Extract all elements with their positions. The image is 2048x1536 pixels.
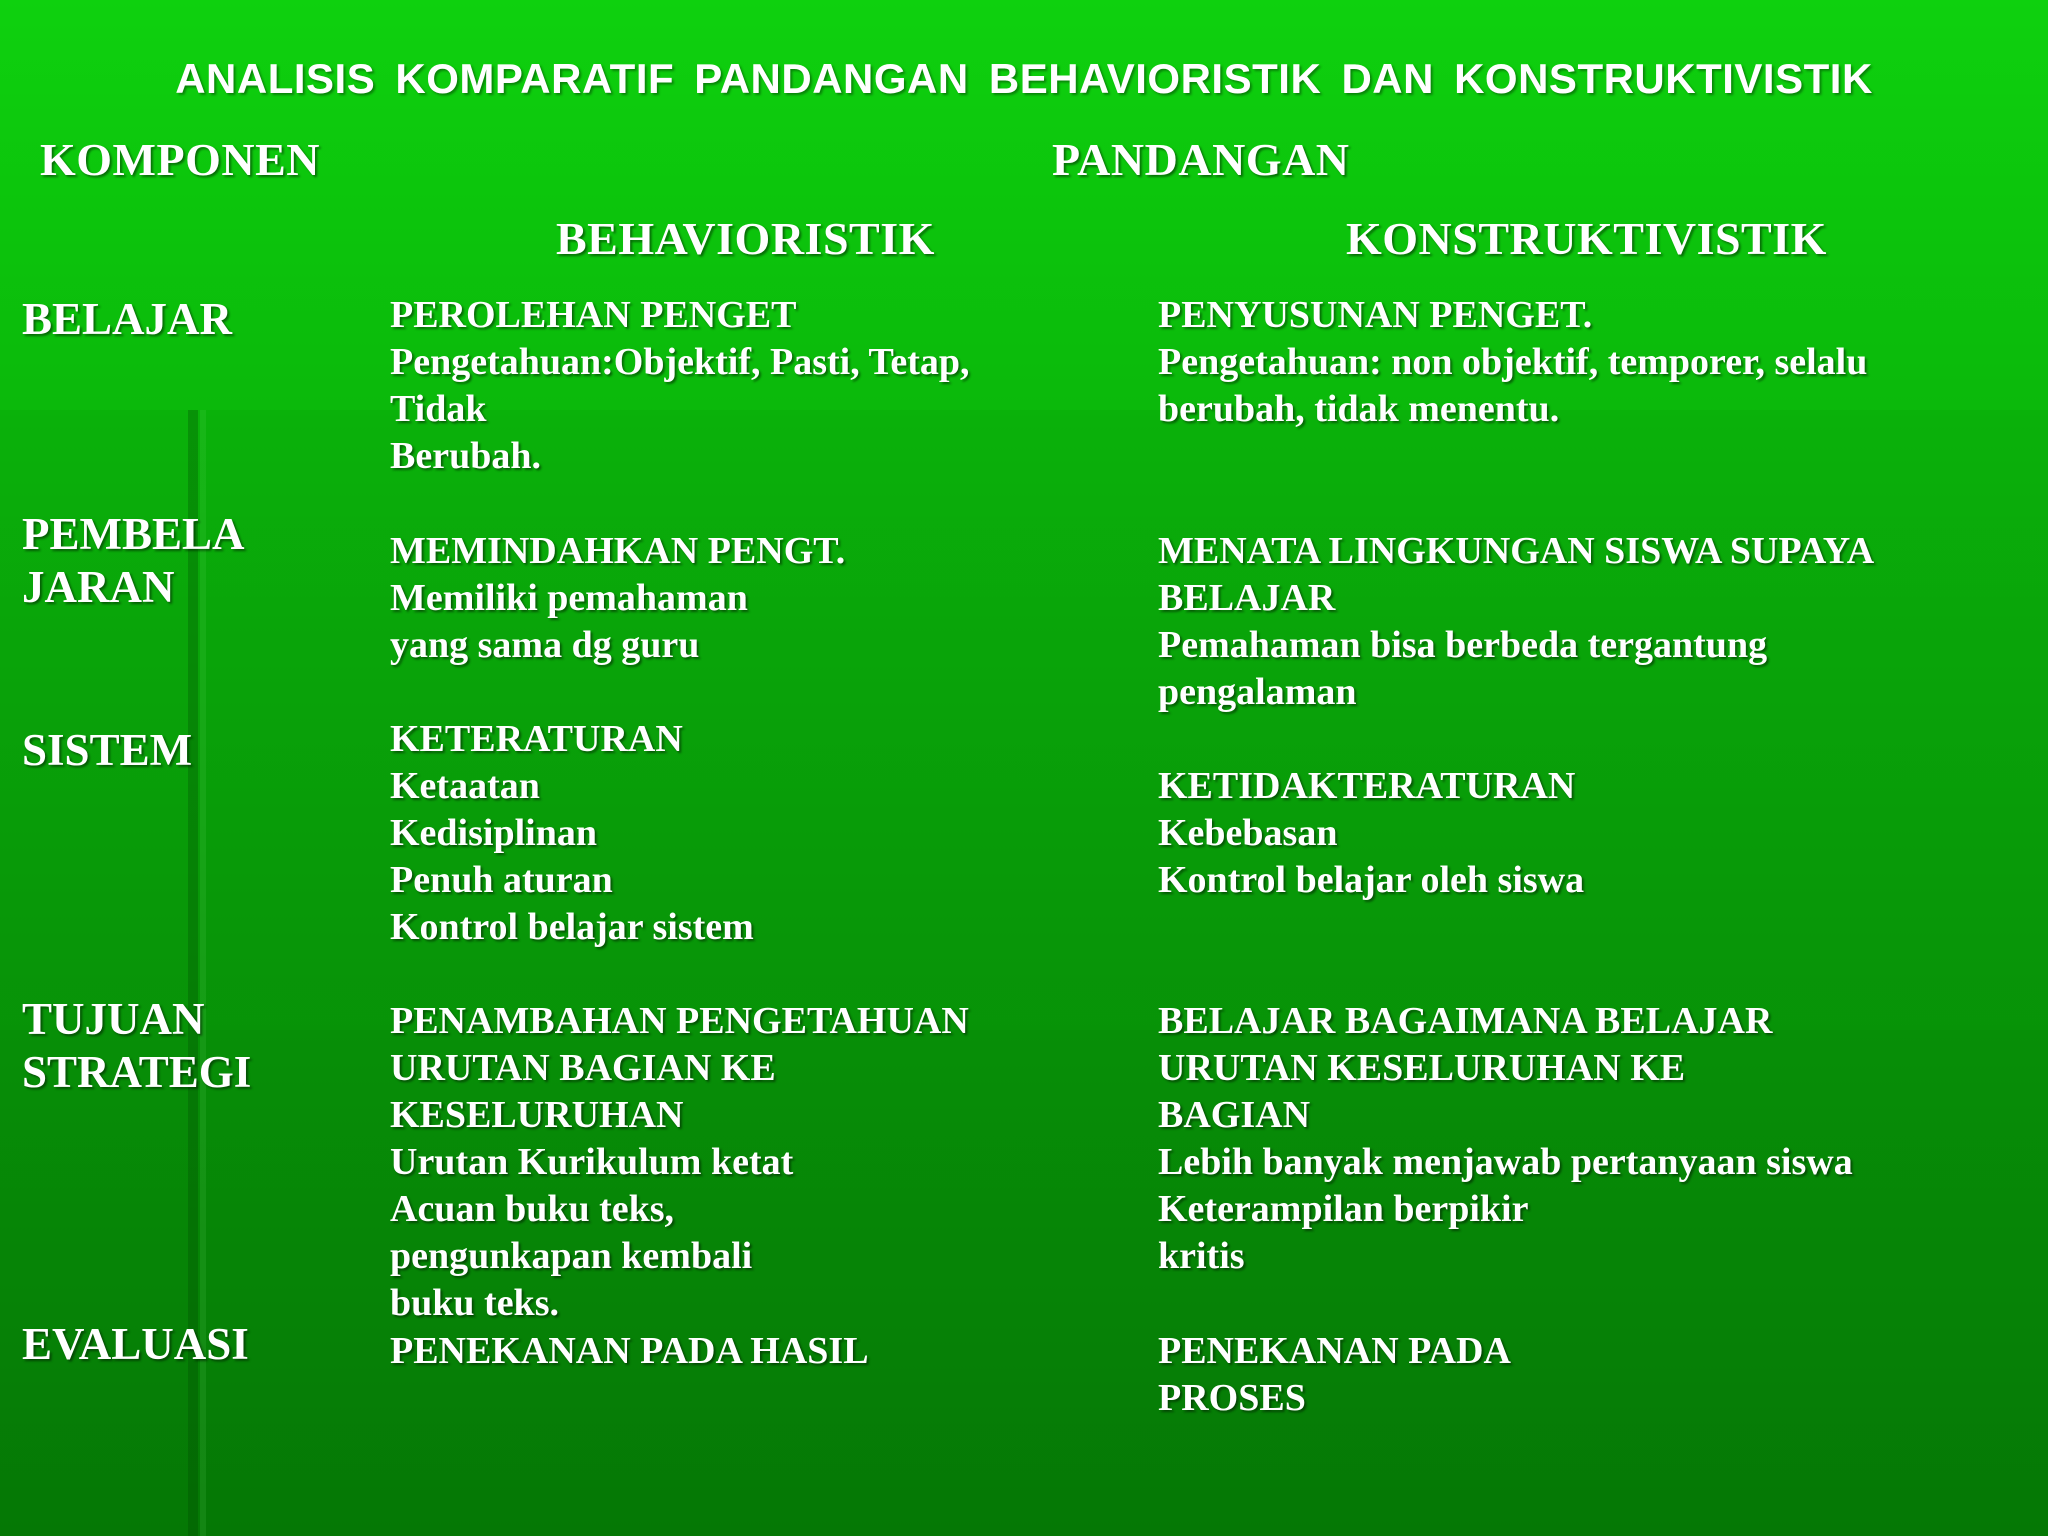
cell-line: URUTAN KESELURUHAN KE [1158,1047,1686,1089]
cell-line: Memiliki pemahaman [390,577,748,619]
cell-line: URUTAN BAGIAN KE [390,1047,776,1089]
cell-line: Penuh aturan [390,859,613,901]
cell-line: Pemahaman bisa berbeda tergantung [1158,624,1768,666]
cell-line: kritis [1158,1235,1245,1277]
header-komponen: KOMPONEN [40,134,320,185]
cell-line: Acuan buku teks, [390,1188,675,1230]
cell-line: Kontrol belajar oleh siswa [1158,859,1585,901]
cell-line: Berubah. [390,435,541,477]
cell-line: BELAJAR [1158,577,1336,619]
background-band [0,410,2048,1030]
row-komponen-pembelajaran [22,508,245,614]
row-konstruktivistik-pembelajaran [1158,528,1874,716]
cell-line: Lebih banyak menjawab pertanyaan siswa [1158,1141,1853,1183]
cell-line: BELAJAR BAGAIMANA BELAJAR [1158,1000,1773,1042]
cell-line: Kebebasan [1158,812,1338,854]
row-komponen-sistem [22,724,192,777]
cell-line: PENYUSUNAN PENGET. [1158,294,1593,336]
cell-line: pengalaman [1158,671,1357,713]
komponen-line: EVALUASI [22,1319,249,1369]
komponen-line: TUJUAN [22,994,205,1044]
header-behavioristik: BEHAVIORISTIK [556,213,935,264]
cell-line: buku teks. [390,1282,559,1324]
header-pandangan: PANDANGAN [1052,134,1350,185]
row-konstruktivistik-tujuan-strategi [1158,998,1853,1280]
cell-line: MENATA LINGKUNGAN SISWA SUPAYA [1158,530,1875,572]
cell-line: KETERATURAN [390,718,683,760]
cell-line: Keterampilan berpikir [1158,1188,1529,1230]
cell-line: PENEKANAN PADA HASIL [390,1330,869,1372]
cell-line: BAGIAN [1158,1094,1311,1136]
komponen-line: PEMBELA [22,509,245,559]
komponen-line: STRATEGI [22,1047,252,1097]
row-behavioristik-pembelajaran [390,528,845,669]
komponen-line: BELAJAR [22,294,233,344]
row-behavioristik-tujuan-strategi [390,998,969,1327]
row-behavioristik-sistem [390,716,754,951]
cell-line: berubah, tidak menentu. [1158,388,1560,430]
cell-line: KETIDAKTERATURAN [1158,765,1576,807]
row-konstruktivistik-evaluasi [1158,1328,1511,1422]
row-komponen-belajar [22,293,232,346]
header-konstruktivistik: KONSTRUKTIVISTIK [1346,213,1827,264]
row-komponen-evaluasi [22,1318,249,1371]
cell-line: PEROLEHAN PENGET [390,294,797,336]
cell-line: Pengetahuan: non objektif, temporer, selalu [1158,341,1868,383]
cell-line: Kedisiplinan [390,812,597,854]
cell-line: yang sama dg guru [390,624,700,666]
komponen-line: JARAN [22,562,175,612]
row-konstruktivistik-belajar [1158,292,1867,433]
cell-line: pengunkapan kembali [390,1235,753,1277]
cell-line: MEMINDAHKAN PENGT. [390,530,846,572]
row-komponen-tujuan-strategi [22,993,251,1099]
slide-title: ANALISIS KOMPARATIF PANDANGAN BEHAVIORISTIK DAN KONSTRUKTIVISTIK [175,55,1873,102]
cell-line: KESELURUHAN [390,1094,684,1136]
row-behavioristik-belajar [390,292,970,480]
cell-line: PENEKANAN PADA [1158,1330,1511,1372]
cell-line: Tidak [390,388,487,430]
row-konstruktivistik-sistem [1158,763,1584,904]
cell-line: PENAMBAHAN PENGETAHUAN [390,1000,969,1042]
cell-line: Urutan Kurikulum ketat [390,1141,794,1183]
cell-line: Ketaatan [390,765,540,807]
cell-line: PROSES [1158,1377,1306,1419]
cell-line: Pengetahuan:Objektif, Pasti, Tetap, [390,341,970,383]
cell-line: Kontrol belajar sistem [390,906,754,948]
komponen-line: SISTEM [22,725,193,775]
row-behavioristik-evaluasi [390,1328,869,1375]
